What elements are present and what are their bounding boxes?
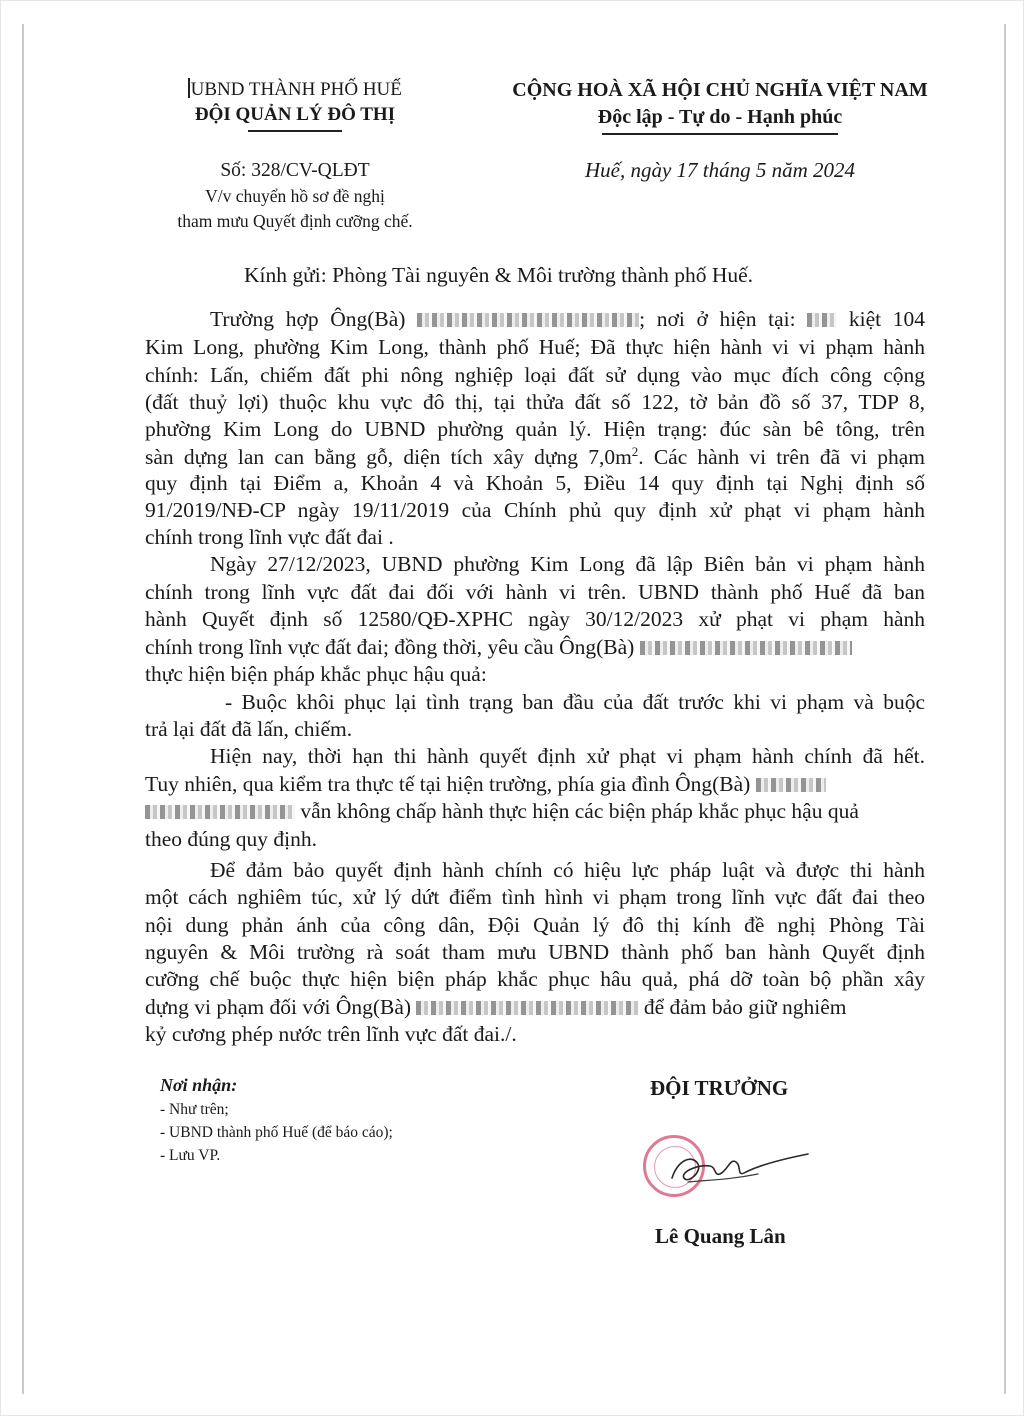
body-text: ; nơi ở hiện tại: <box>639 307 796 331</box>
superscript: 2 <box>631 444 639 459</box>
body-line: cưỡng chế buộc thực hiện biện pháp khắc phục hâu quả, phá dỡ toàn bộ phần xây <box>145 967 925 991</box>
body-text: chính trong lĩnh vực đất đai; đồng thời, yêu cầu Ông(Bà) <box>145 635 635 659</box>
redacted-name <box>640 641 852 655</box>
body-text: . Các hành vi trên đã vi phạm <box>638 445 925 470</box>
body-text: Trường hợp Ông(Bà) <box>210 307 406 331</box>
body-text: Tuy nhiên, qua kiểm tra thực tế tại hiện trường, phía gia đình Ông(Bà) <box>145 772 751 796</box>
body-line: nguyên & Môi trường rà soát tham mưu UBND thành phố ban hành Quyết định <box>145 940 925 964</box>
subject-line-2: tham mưu Quyết định cưỡng chế. <box>177 211 413 231</box>
signer-name: Lê Quang Lân <box>655 1224 786 1248</box>
body-line <box>210 307 925 332</box>
document-number: Số: 328/CV-QLĐT <box>220 160 370 181</box>
body-line: kỷ cương phép nước trên lĩnh vực đất đai./. <box>145 1022 517 1046</box>
motto-underline <box>602 133 838 135</box>
signer-position: ĐỘI TRƯỞNG <box>650 1076 789 1100</box>
subject-line-1: V/v chuyển hồ sơ đề nghị <box>205 186 385 206</box>
recipients-title: Nơi nhận: <box>160 1075 238 1095</box>
body-text: sàn dựng lan can bằng gỗ, diện tích xây dựng 7,0m <box>145 445 632 470</box>
salutation: Kính gửi: Phòng Tài nguyên & Môi trường thành phố Huế. <box>244 263 754 287</box>
recipient-item: - Như trên; <box>160 1101 229 1118</box>
body-line: Hiện nay, thời hạn thi hành quyết định xử phạt vi phạm hành chính đã hết. <box>210 744 925 768</box>
body-line <box>145 772 925 797</box>
body-line: quy định tại Điểm a, Khoản 4 và Khoản 5, Điều 14 quy định tại Nghị định số <box>145 471 925 495</box>
body-line: hành Quyết định số 12580/QĐ-XPHC ngày 30/12/2023 xử phạt vi phạm hành <box>145 607 925 631</box>
body-line: theo đúng quy định. <box>145 827 317 851</box>
body-line: (đất thuỷ lợi) thuộc khu vực đô thị, tại thửa đất số 122, tờ bản đồ số 37, TDP 8, <box>145 390 925 414</box>
unit-underline <box>248 130 342 132</box>
redacted-name <box>416 1001 638 1015</box>
redacted-name <box>417 313 639 327</box>
body-line <box>145 995 925 1020</box>
body-text: vẫn không chấp hành thực hiện các biện pháp khắc phục hậu quả <box>300 799 859 823</box>
body-text: để đảm bảo giữ nghiêm <box>643 995 847 1019</box>
body-line: Để đảm bảo quyết định hành chính có hiệu lực pháp luật và được thi hành <box>210 858 925 882</box>
unit-name: ĐỘI QUẢN LÝ ĐÔ THỊ <box>194 104 396 125</box>
recipient-item: - Lưu VP. <box>160 1147 221 1164</box>
body-line: thực hiện biện pháp khắc phục hậu quả: <box>145 662 487 686</box>
recipient-item: - UBND thành phố Huế (để báo cáo); <box>160 1124 393 1141</box>
body-line: 91/2019/NĐ-CP ngày 19/11/2019 của Chính phủ quy định xử phạt vi phạm hành <box>145 498 925 522</box>
agency-name <box>145 78 445 101</box>
agency-text: UBND THÀNH PHỐ HUẾ <box>190 79 402 100</box>
body-line: chính trong lĩnh vực đất đai . <box>145 525 394 549</box>
body-line: chính trong lĩnh vực đất đai đối với hành vi trên. UBND thành phố Huế đã ban <box>145 580 925 604</box>
body-text: kiệt 104 <box>848 307 925 331</box>
body-line: trả lại đất đã lấn, chiếm. <box>145 717 353 741</box>
date-place: Huế, ngày 17 tháng 5 năm 2024 <box>584 158 856 182</box>
body-line: phường Kim Long do UBND phường quản lý. Hiện trạng: đúc sàn bê tông, trên <box>145 417 925 441</box>
redacted-address <box>807 313 837 327</box>
body-line: chính: Lấn, chiếm đất phi nông nghiệp loại đất sử dụng vào mục đích công cộng <box>145 363 925 387</box>
redacted-name <box>756 778 826 792</box>
body-line <box>145 444 925 470</box>
body-line: một cách nghiêm túc, xử lý dứt điểm tình hình vi phạm trong lĩnh vực đất đai theo <box>145 885 925 909</box>
body-text: dựng vi phạm đối với Ông(Bà) <box>145 995 412 1019</box>
body-line: Kim Long, phường Kim Long, thành phố Huế; Đã thực hiện hành vi vi phạm hành <box>145 335 925 359</box>
body-line <box>145 799 925 824</box>
nation-title: CỘNG HOÀ XÃ HỘI CHỦ NGHĨA VIỆT NAM <box>512 79 928 101</box>
handwritten-signature <box>658 1140 818 1200</box>
national-motto: Độc lập - Tự do - Hạnh phúc <box>597 106 843 128</box>
body-line: - Buộc khôi phục lại tình trạng ban đầu của đất trước khi vi phạm và buộc <box>225 690 925 714</box>
redacted-name <box>145 805 295 819</box>
text-cursor <box>188 78 190 98</box>
body-line <box>145 635 925 660</box>
body-line: nội dung phản ánh của công dân, Đội Quản lý đô thị kính đề nghị Phòng Tài <box>145 913 925 937</box>
body-line: Ngày 27/12/2023, UBND phường Kim Long đã lập Biên bản vi phạm hành <box>210 552 925 576</box>
